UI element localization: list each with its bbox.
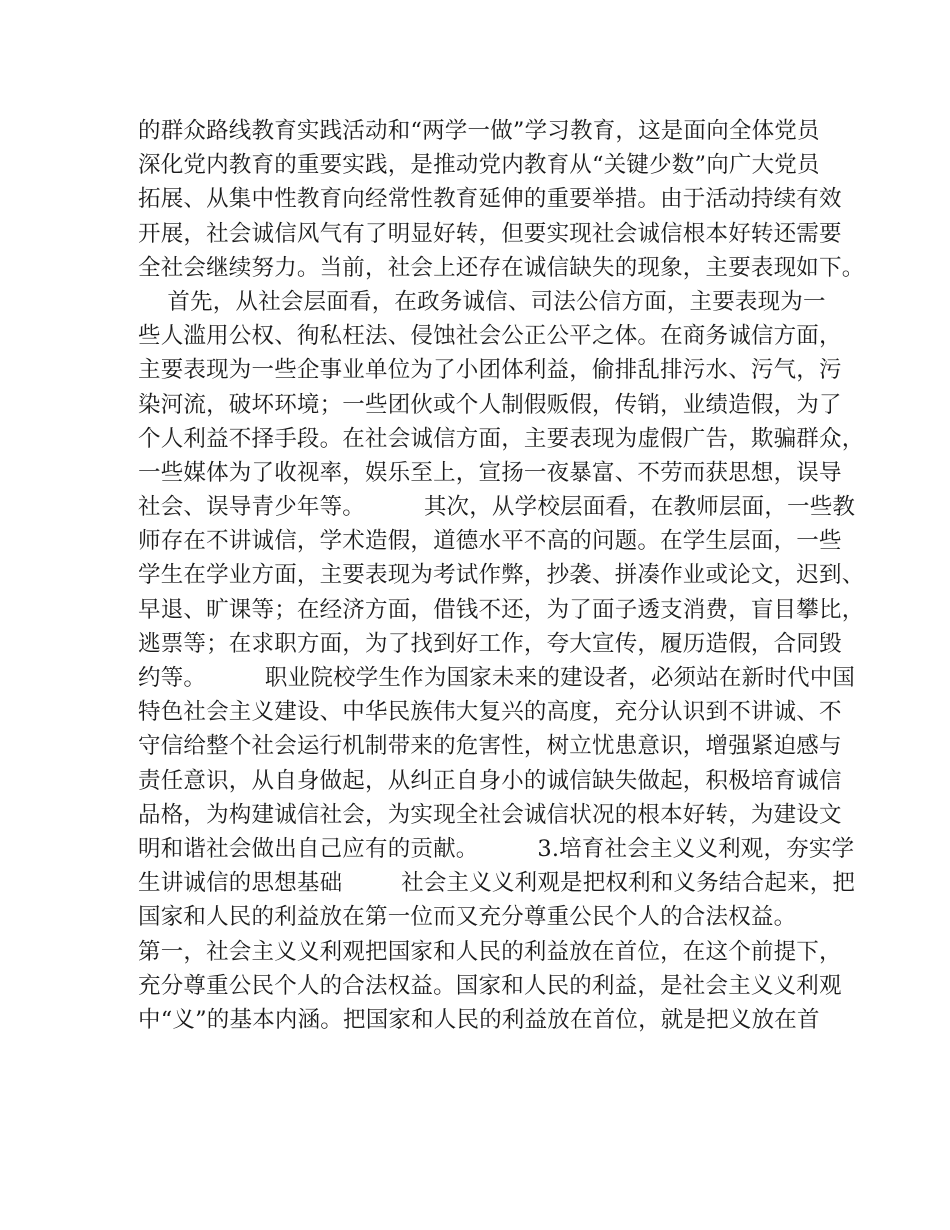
text-line: 责任意识，从自身做起，从纠正自身小的诚信缺失做起，积极培育诚信 (138, 767, 842, 794)
text-line: 国家和人民的利益放在第一位而又充分尊重公民个人的合法权益。 (138, 904, 797, 931)
text-line: 特色社会主义建设、中华民族伟大复兴的高度，充分认识到不讲诚、不 (138, 699, 842, 726)
text-line: 充分尊重公民个人的合法权益。国家和人民的利益，是社会主义义利观 (138, 972, 842, 999)
body-text (138, 114, 865, 1037)
text-line: 些人滥用公权、徇私枉法、侵蚀社会公正公平之体。在商务诚信方面， (138, 323, 842, 350)
text-line: 学生在学业方面，主要表现为考试作弊，抄袭、拼凑作业或论文，迟到、 (138, 562, 865, 589)
text-line: 的群众路线教育实践活动和“两学一做”学习教育，这是面向全体党员 (138, 118, 820, 144)
text-line: 社会、误导青少年等。 其次，从学校层面看，在教师层面，一些教 (138, 494, 856, 521)
text-line: 师存在不讲诚信，学术造假，道德水平不高的问题。在学生层面，一些 (138, 528, 842, 555)
text-line: 主要表现为一些企事业单位为了小团体利益，偷排乱排污水、污气，污 (138, 357, 842, 384)
text-line: 拓展、从集中性教育向经常性教育延伸的重要举措。由于活动持续有效 (138, 186, 842, 213)
text-line: 第一，社会主义义利观把国家和人民的利益放在首位，在这个前提下， (138, 938, 842, 965)
text-line: 一些媒体为了收视率，娱乐至上，宣扬一夜暴富、不劳而获思想，误导 (138, 459, 842, 486)
text-line: 个人利益不择手段。在社会诚信方面，主要表现为虚假广告，欺骗群众， (138, 425, 865, 452)
text-line: 逃票等；在求职方面，为了找到好工作，夸大宣传，履历造假，合同毁 (138, 630, 842, 657)
text-line: 深化党内教育的重要实践，是推动党内教育从“关键少数”向广大党员 (138, 152, 820, 179)
text-line: 品格，为构建诚信社会，为实现全社会诚信状况的根本好转，为建设文 (138, 801, 842, 828)
text-line: 约等。 职业院校学生作为国家未来的建设者，必须站在新时代中国 (138, 665, 856, 691)
text-line: 明和谐社会做出自己应有的贡献。 3.培育社会主义义利观，夯实学 (138, 835, 855, 862)
text-line: 生讲诚信的思想基础 社会主义义利观是把权利和义务结合起来，把 (138, 870, 856, 897)
text-line: 守信给整个社会运行机制带来的危害性，树立忧患意识，增强紧迫感与 (138, 733, 842, 760)
text-line: 早退、旷课等；在经济方面，借钱不还，为了面子透支消费，盲目攀比， (138, 596, 865, 623)
text-line: 染河流，破坏环境；一些团伙或个人制假贩假，传销，业绩造假，为了 (138, 391, 842, 418)
text-line: 开展，社会诚信风气有了明显好转，但要实现社会诚信根本好转还需要 (138, 220, 842, 247)
text-line: 中“义”的基本内涵。把国家和人民的利益放在首位，就是把义放在首 (138, 1006, 820, 1033)
text-line: 首先，从社会层面看，在政务诚信、司法公信方面，主要表现为一 (138, 288, 826, 315)
text-line: 全社会继续努力。当前，社会上还存在诚信缺失的现象，主要表现如下。 (138, 254, 865, 281)
